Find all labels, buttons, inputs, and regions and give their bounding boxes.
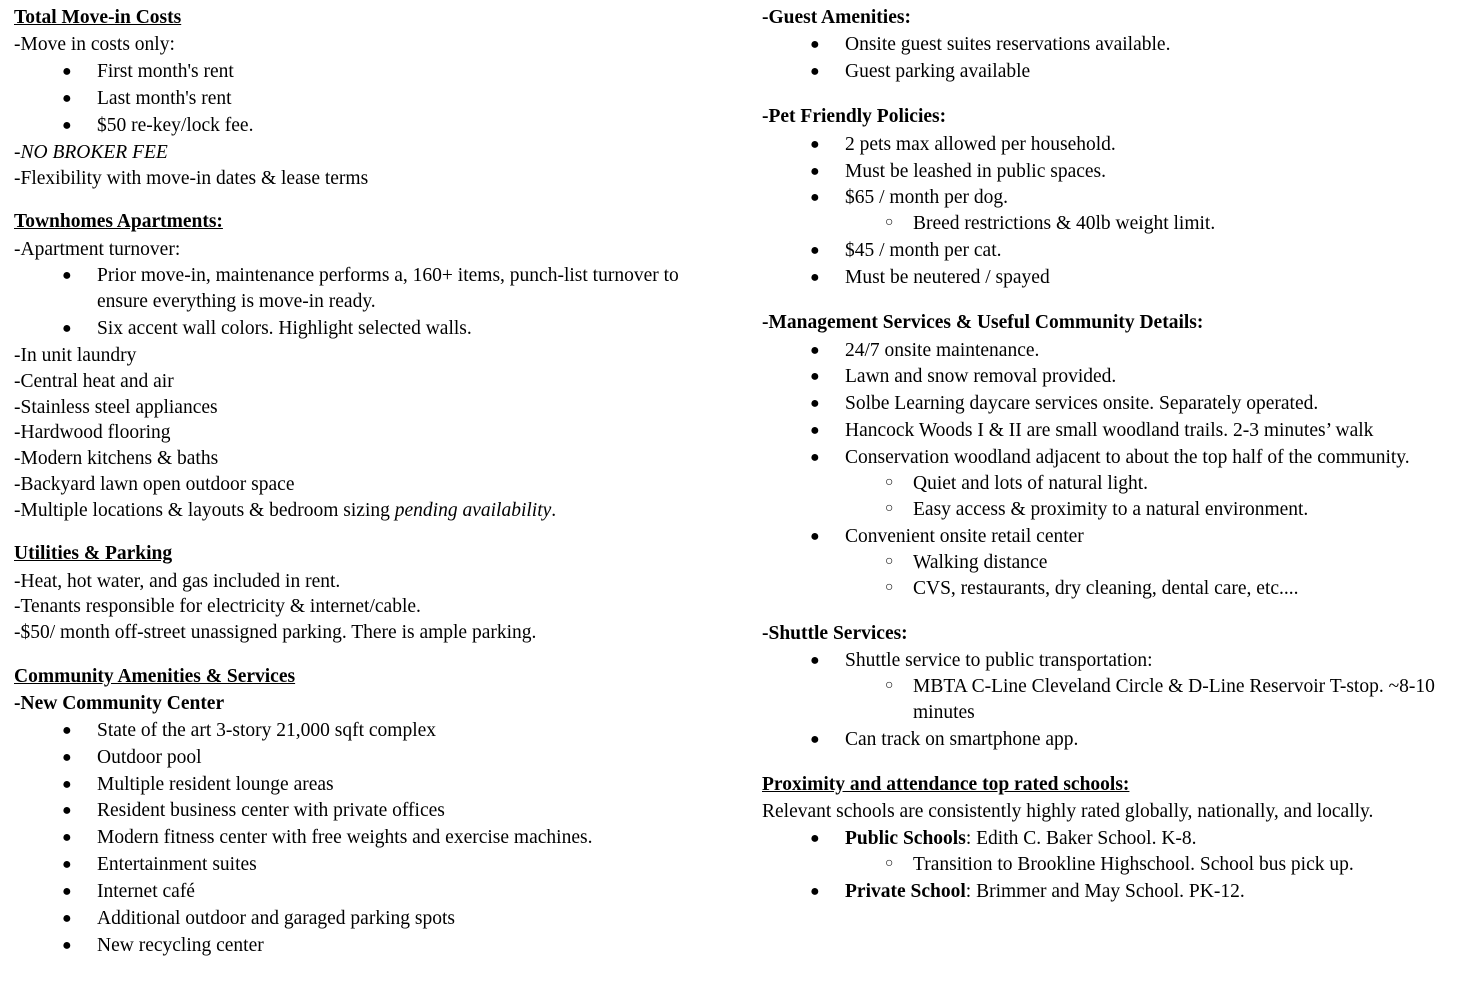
bullet-icon: ●: [810, 829, 820, 847]
spacer: [762, 603, 1444, 622]
list-item-label: New recycling center: [97, 935, 264, 957]
list-item-label: Onsite guest suites reservations available.: [845, 34, 1171, 56]
list-item: [14, 879, 696, 905]
list-item-label: Conservation woodland adjacent to about the top half of the community.: [845, 447, 1410, 469]
bullet-icon: ●: [810, 189, 820, 207]
list-item: [762, 418, 1444, 444]
circle-bullet-icon: ○: [885, 855, 894, 871]
spacer: [762, 86, 1444, 105]
sub-list-item-label: MBTA C-Line Cleveland Circle & D-Line Reservoir T-stop. ~8-10 minutes: [913, 676, 1435, 723]
list-item: [762, 159, 1444, 185]
list-item: [762, 265, 1444, 291]
sub-list-item-label: Transition to Brookline Highschool. School bus pick up.: [913, 853, 1354, 875]
sub-list-item-label: CVS, restaurants, dry cleaning, dental care, etc....: [913, 577, 1299, 599]
bullet-list-schools: [762, 826, 1444, 905]
section-heading-management-services: -Management Services & Useful Community Details:: [762, 312, 1204, 334]
list-item-label: Prior move-in, maintenance performs a, 160+ items, punch-list turnover to ensure everything is move-in ready.: [97, 265, 679, 313]
text-line: -Stainless steel appliances: [14, 396, 218, 418]
sub-list-item: [845, 211, 1444, 237]
circle-bullet-icon: ○: [885, 475, 894, 491]
bullet-icon: ●: [62, 856, 72, 874]
spacer: [14, 646, 696, 665]
section-heading-guest-amenities: -Guest Amenities:: [762, 7, 911, 28]
bullet-icon: ●: [62, 116, 72, 134]
bullet-list-management-services: [762, 338, 1444, 602]
section-heading-shuttle-services: -Shuttle Services:: [762, 622, 908, 644]
bullet-icon: ●: [810, 395, 820, 413]
text-line: -Move in costs only:: [14, 34, 175, 56]
bullet-icon: ●: [810, 135, 820, 153]
list-item-label: 2 pets max allowed per household.: [845, 133, 1116, 155]
list-item-label: Outdoor pool: [97, 746, 202, 768]
list-item: [762, 826, 1444, 878]
sub-bullet-list-retail-center: [845, 550, 1444, 602]
bullet-icon: ●: [810, 730, 820, 748]
bullet-icon: ●: [810, 63, 820, 81]
list-item-label: Last month's rent: [97, 88, 232, 110]
bullet-icon: ●: [810, 162, 820, 180]
bullet-list-apartment-turnover: [14, 263, 696, 342]
section-heading-utilities-parking: Utilities & Parking: [14, 543, 173, 565]
list-item: [762, 185, 1444, 237]
text-italic: pending availability: [394, 499, 552, 521]
list-item-label: 24/7 onsite maintenance.: [845, 339, 1040, 361]
list-item: [14, 59, 696, 85]
bullet-icon: ●: [62, 802, 72, 820]
bullet-icon: ●: [810, 36, 820, 54]
list-item: [14, 316, 696, 342]
sub-list-item: [845, 674, 1444, 726]
section-heading-proximity-schools: Proximity and attendance top rated schools:: [762, 773, 1130, 795]
bullet-icon: ●: [62, 63, 72, 81]
text-line-multiple-locations: [14, 498, 696, 524]
bullet-icon: ●: [62, 883, 72, 901]
sub-bullet-list-public-schools: [845, 852, 1444, 878]
list-item-label: : Edith C. Baker School. K-8.: [965, 827, 1197, 849]
bullet-icon: ●: [810, 527, 820, 545]
list-item: [14, 825, 696, 851]
list-item-label: Internet café: [97, 881, 195, 903]
list-item: [14, 852, 696, 878]
text-line: -Backyard lawn open outdoor space: [14, 473, 295, 495]
bullet-list-pet-policies: [762, 132, 1444, 292]
section-heading-townhomes-apartments: Townhomes Apartments:: [14, 211, 223, 233]
section-heading-pet-friendly-policies: -Pet Friendly Policies:: [762, 106, 947, 128]
list-item: [14, 86, 696, 112]
list-item: [762, 879, 1444, 905]
list-item: [14, 772, 696, 798]
list-item-label: : Brimmer and May School. PK-12.: [965, 880, 1245, 902]
bullet-icon: ●: [62, 721, 72, 739]
list-item: [14, 113, 696, 139]
bullet-icon: ●: [62, 267, 72, 285]
list-item-label: First month's rent: [97, 61, 234, 83]
bullet-list-shuttle-services: [762, 648, 1444, 753]
bullet-list-guest-amenities: [762, 32, 1444, 85]
list-item-label: Convenient onsite retail center: [845, 525, 1084, 547]
list-item-label: Must be leashed in public spaces.: [845, 160, 1107, 182]
list-item: [762, 364, 1444, 390]
text-italic: -NO BROKER FEE: [14, 141, 168, 163]
spacer: [762, 754, 1444, 773]
sub-list-item: [845, 576, 1444, 602]
list-item-label-bold: Public Schools: [845, 827, 966, 849]
list-item: [14, 906, 696, 932]
sub-list-item-label: Quiet and lots of natural light.: [913, 473, 1149, 495]
bullet-icon: ●: [62, 775, 72, 793]
list-item-label: Can track on smartphone app.: [845, 728, 1079, 750]
bullet-list-move-in-costs: [14, 59, 696, 139]
right-column: [752, 6, 1444, 1005]
list-item-label-bold: Private School: [845, 880, 966, 902]
text-line: -Central heat and air: [14, 370, 174, 392]
sub-bullet-list-mbta: [845, 674, 1444, 726]
bullet-icon: ●: [62, 910, 72, 928]
section-heading-community-amenities: Community Amenities & Services: [14, 665, 296, 687]
sub-list-item-label: Walking distance: [913, 551, 1048, 573]
list-item: [762, 445, 1444, 523]
text-line: Relevant schools are consistently highly rated globally, nationally, and locally.: [762, 801, 1374, 823]
section-heading-total-move-in-costs: Total Move-in Costs: [14, 7, 182, 28]
list-item-label: $50 re-key/lock fee.: [97, 114, 254, 136]
list-item-label: Additional outdoor and garaged parking spots: [97, 908, 455, 930]
list-item: [14, 263, 696, 315]
bullet-icon: ●: [810, 341, 820, 359]
circle-bullet-icon: ○: [885, 678, 894, 694]
spacer: [14, 191, 696, 210]
text-line: -Heat, hot water, and gas included in rent.: [14, 570, 341, 592]
sub-list-item-label: Easy access & proximity to a natural environment.: [913, 499, 1309, 521]
list-item-label: Six accent wall colors. Highlight selected walls.: [97, 318, 472, 340]
circle-bullet-icon: ○: [885, 501, 894, 517]
bullet-icon: ●: [62, 320, 72, 338]
list-item: [14, 933, 696, 959]
list-item: [762, 32, 1444, 58]
sub-list-item: [845, 550, 1444, 576]
list-item-label: Modern fitness center with free weights and exercise machines.: [97, 827, 593, 849]
list-item: [762, 338, 1444, 364]
bullet-icon: ●: [62, 937, 72, 955]
list-item: [14, 798, 696, 824]
sub-bullet-list-conservation: [845, 471, 1444, 523]
bullet-icon: ●: [62, 829, 72, 847]
list-item: [762, 59, 1444, 85]
bullet-icon: ●: [810, 269, 820, 287]
bullet-icon: ●: [810, 422, 820, 440]
spacer: [14, 523, 696, 542]
list-item-label: Resident business center with private offices: [97, 800, 445, 822]
list-item-label: Must be neutered / spayed: [845, 267, 1050, 289]
text-line: -Apartment turnover:: [14, 238, 181, 260]
spacer: [762, 292, 1444, 311]
list-item: [762, 648, 1444, 726]
list-item-label: State of the art 3-story 21,000 sqft complex: [97, 719, 437, 741]
text-line: -Modern kitchens & baths: [14, 448, 219, 470]
list-item-label: Guest parking available: [845, 61, 1031, 83]
list-item-label: Multiple resident lounge areas: [97, 773, 334, 795]
list-item-label: Hancock Woods I & II are small woodland trails. 2-3 minutes’ walk: [845, 420, 1374, 442]
sub-heading-new-community-center: -New Community Center: [14, 693, 225, 715]
bullet-icon: ●: [810, 242, 820, 260]
list-item: [14, 718, 696, 744]
sub-list-item: [845, 471, 1444, 497]
bullet-icon: ●: [62, 748, 72, 766]
list-item: [762, 132, 1444, 158]
sub-list-item-label: Breed restrictions & 40lb weight limit.: [913, 213, 1216, 235]
text-line: -Tenants responsible for electricity & internet/cable.: [14, 596, 421, 618]
list-item-label: $45 / month per cat.: [845, 240, 1002, 262]
circle-bullet-icon: ○: [885, 579, 894, 595]
text-line: -In unit laundry: [14, 345, 137, 367]
sub-bullet-list-breed-restrictions: [845, 211, 1444, 237]
bullet-list-community-center: [14, 718, 696, 959]
text-plain: -Multiple locations & layouts & bedroom sizing: [14, 499, 395, 521]
sub-list-item: [845, 852, 1444, 878]
bullet-icon: ●: [810, 449, 820, 467]
text-plain: .: [551, 499, 557, 521]
list-item-label: Shuttle service to public transportation:: [845, 650, 1153, 672]
left-column: [14, 6, 706, 1005]
bullet-icon: ●: [810, 652, 820, 670]
circle-bullet-icon: ○: [885, 215, 894, 231]
circle-bullet-icon: ○: [885, 553, 894, 569]
list-item: [762, 391, 1444, 417]
bullet-icon: ●: [810, 882, 820, 900]
list-item-label: Lawn and snow removal provided.: [845, 366, 1117, 388]
list-item: [762, 524, 1444, 602]
bullet-icon: ●: [810, 368, 820, 386]
list-item-label: Solbe Learning daycare services onsite. Separately operated.: [845, 393, 1319, 415]
bullet-icon: ●: [62, 90, 72, 108]
sub-list-item: [845, 497, 1444, 523]
list-item: [762, 727, 1444, 753]
list-item-label: Entertainment suites: [97, 854, 257, 876]
text-line-no-broker-fee: [14, 140, 696, 166]
list-item: [14, 745, 696, 771]
text-line: -$50/ month off-street unassigned parking. There is ample parking.: [14, 622, 537, 644]
list-item: [762, 238, 1444, 264]
text-line: -Hardwood flooring: [14, 422, 171, 444]
text-line: -Flexibility with move-in dates & lease terms: [14, 167, 369, 189]
list-item-label: $65 / month per dog.: [845, 187, 1009, 209]
